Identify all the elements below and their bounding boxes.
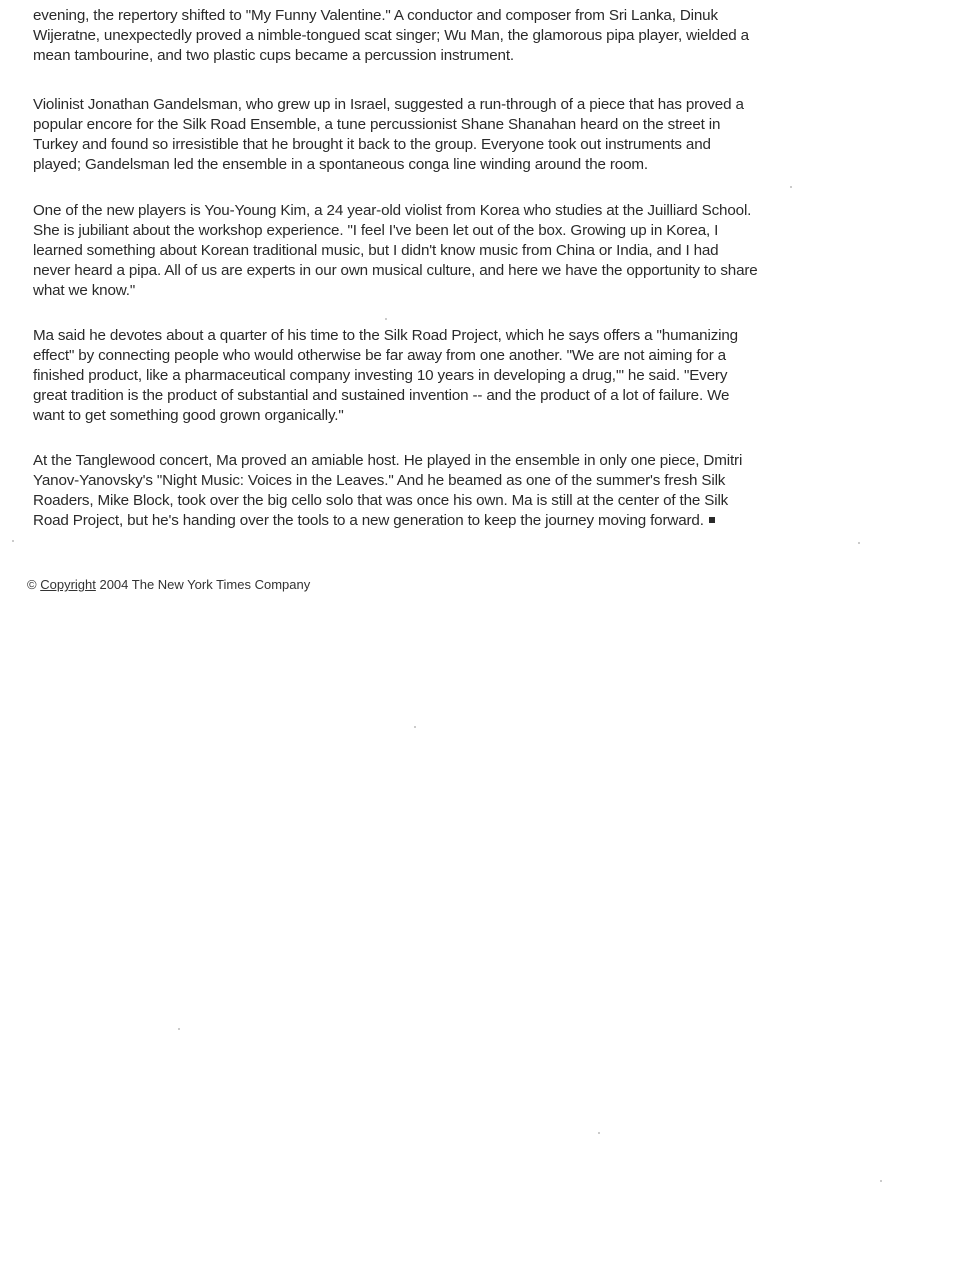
scan-speck: [178, 1028, 180, 1030]
paragraph-1: [33, 6, 903, 66]
text-line: great tradition is the product of substantial and sustained invention -- and the product of a lot of failure. We: [33, 387, 730, 404]
scan-speck: [790, 186, 792, 188]
copyright-footer: [27, 577, 310, 592]
text-line: Roaders, Mike Block, took over the big cello solo that was once his own. Ma is still at the center of the Silk: [33, 492, 729, 509]
text-line: popular encore for the Silk Road Ensemble, a tune percussionist Shane Shanahan heard on the street in: [33, 116, 721, 133]
text-line: At the Tanglewood concert, Ma proved an amiable host. He played in the ensemble in only one piece, Dmitri: [33, 452, 743, 469]
text-line: One of the new players is You-Young Kim, a 24 year-old violist from Korea who studies at the Juilliard School.: [33, 202, 752, 219]
paragraph-5: [33, 451, 903, 531]
text-line: evening, the repertory shifted to "My Funny Valentine." A conductor and composer from Sri Lanka, Dinuk: [33, 7, 718, 24]
scan-speck: [880, 1180, 882, 1182]
scan-speck: [598, 1132, 600, 1134]
text-line: Wijeratne, unexpectedly proved a nimble-tongued scat singer; Wu Man, the glamorous pipa player, wielded a: [33, 27, 749, 44]
text-line: She is jubiliant about the workshop experience. "I feel I've been let out of the box. Growing up in Korea, I: [33, 222, 719, 239]
text-line: what we know.": [33, 282, 136, 299]
scan-speck: [12, 540, 14, 542]
scan-speck: [858, 542, 860, 544]
end-of-article-square-icon: [709, 517, 715, 523]
copyright-symbol: ©: [27, 577, 37, 592]
text-line: effect" by connecting people who would otherwise be far away from one another. "We are not aiming for a: [33, 347, 726, 364]
text-line: Violinist Jonathan Gandelsman, who grew up in Israel, suggested a run-through of a piece that has proved a: [33, 96, 744, 113]
text-line: played; Gandelsman led the ensemble in a spontaneous conga line winding around the room.: [33, 156, 648, 173]
text-line: learned something about Korean traditional music, but I didn't know music from China or India, and I had: [33, 242, 719, 259]
text-line: Ma said he devotes about a quarter of his time to the Silk Road Project, which he says offers a "humanizing: [33, 327, 738, 344]
text-line: want to get something good grown organically.": [33, 407, 344, 424]
copyright-text: 2004 The New York Times Company: [95, 577, 311, 592]
scan-speck: [385, 318, 387, 320]
paragraph-3: [33, 201, 903, 301]
text-line: never heard a pipa. All of us are experts in our own musical culture, and here we have the opportunity to share: [33, 262, 758, 279]
scan-speck: [414, 726, 416, 728]
text-line: mean tambourine, and two plastic cups became a percussion instrument.: [33, 47, 514, 64]
copyright-link[interactable]: Copyright: [40, 577, 96, 592]
paragraph-4: [33, 326, 903, 426]
paragraph-2: [33, 95, 903, 175]
text-line: Yanov-Yanovsky's "Night Music: Voices in the Leaves." And he beamed as one of the summer's fresh Silk: [33, 472, 726, 489]
text-line: Road Project, but he's handing over the tools to a new generation to keep the journey moving forward.: [33, 512, 704, 529]
text-line: Turkey and found so irresistible that he brought it back to the group. Everyone took out instruments and: [33, 136, 711, 153]
text-line: finished product, like a pharmaceutical company investing 10 years in developing a drug,'" he said. "Every: [33, 367, 728, 384]
text-line-last: [33, 511, 903, 531]
